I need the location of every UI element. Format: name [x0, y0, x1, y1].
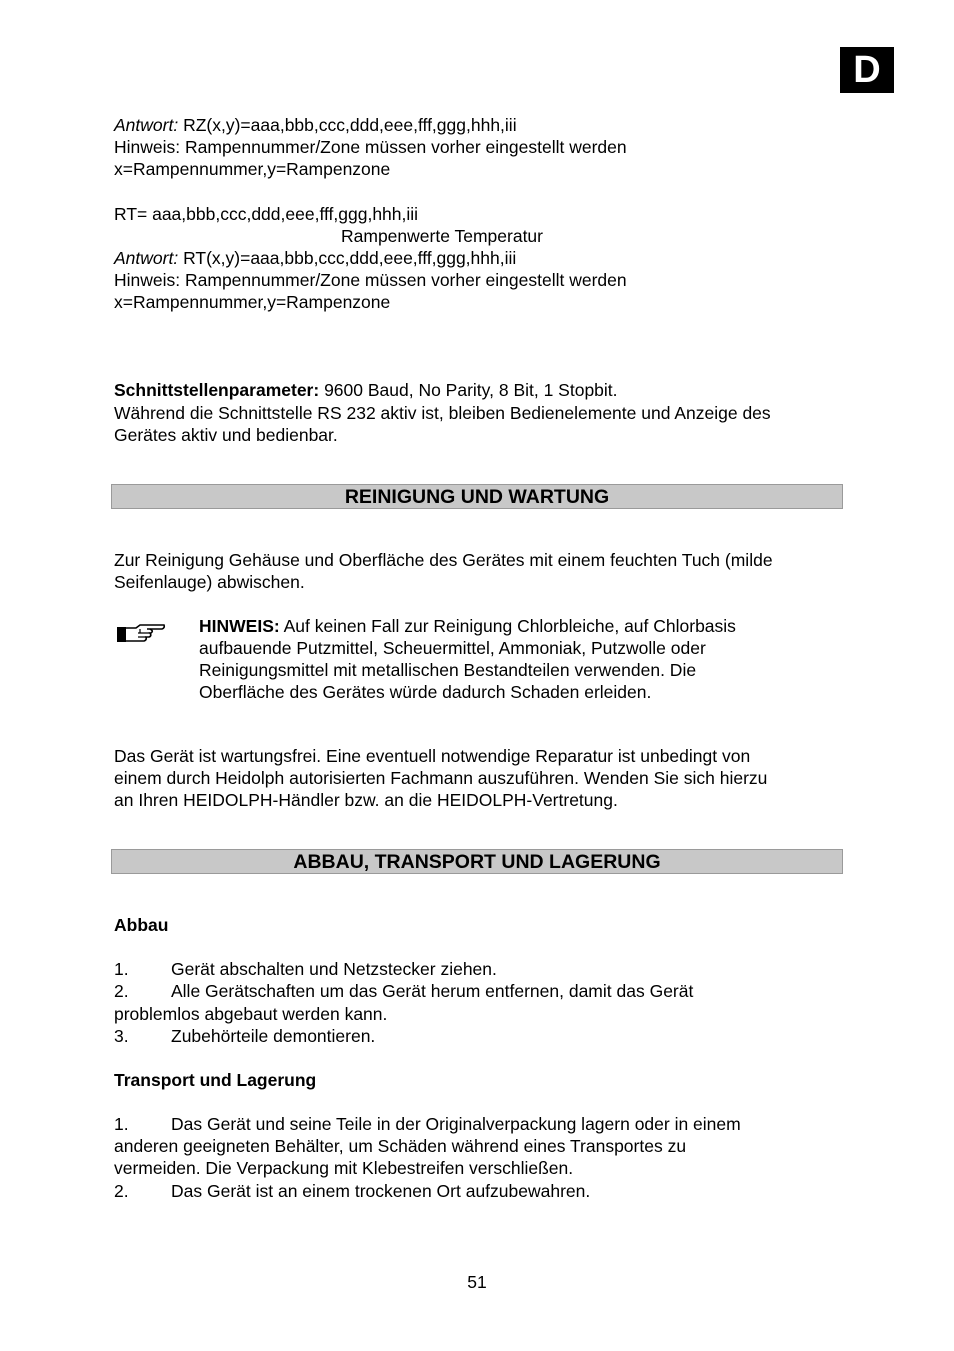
interface-params [114, 379, 618, 401]
maintenance-line: Das Gerät ist wartungsfrei. Eine eventuell notwendige Reparatur ist unbedingt von [114, 746, 751, 766]
hint-text: Auf keinen Fall zur Reinigung Chlorbleiche, auf Chlorbasis [279, 616, 736, 636]
cleaning-intro-line: Seifenlauge) abwischen. [114, 572, 305, 592]
hint-line: Reinigungsmittel mit metallischen Bestandteilen verwenden. Die [199, 660, 697, 680]
cleaning-heading: REINIGUNG UND WARTUNG [111, 484, 843, 509]
item-number: 2. [114, 1181, 129, 1201]
hint-first-line [199, 615, 736, 637]
abbau-item-cont: problemlos abgebaut werden kann. [114, 1004, 388, 1024]
item-number: 1. [114, 959, 129, 979]
pointing-hand-icon [116, 622, 166, 646]
hint-label: HINWEIS: [199, 616, 280, 636]
rz-answer [114, 114, 517, 136]
interface-label: Schnittstellenparameter: [114, 380, 320, 400]
abbau-item [114, 958, 497, 980]
lagerung-item-cont: vermeiden. Die Verpackung mit Klebestreifen verschließen. [114, 1158, 574, 1178]
interface-value: 9600 Baud, No Parity, 8 Bit, 1 Stopbit. [319, 380, 618, 400]
item-text: Das Gerät und seine Teile in der Originalverpackung lagern oder in einem [171, 1114, 741, 1134]
cleaning-intro-line: Zur Reinigung Gehäuse und Oberfläche des Gerätes mit einem feuchten Tuch (milde [114, 550, 773, 570]
rt-answer-value: RT(x,y)=aaa,bbb,ccc,ddd,eee,fff,ggg,hhh,iii [178, 248, 517, 268]
abbau-title: Abbau [114, 915, 169, 935]
rt-answer [114, 247, 516, 269]
lagerung-item-cont: anderen geeigneten Behälter, um Schäden während eines Transportes zu [114, 1136, 687, 1156]
lagerung-title: Transport und Lagerung [114, 1070, 317, 1090]
transport-heading: ABBAU, TRANSPORT UND LAGERUNG [111, 849, 843, 874]
lagerung-item [114, 1180, 590, 1202]
rt-xy: x=Rampennummer,y=Rampenzone [114, 292, 391, 312]
rt-answer-label: Antwort: [114, 248, 179, 268]
item-text: Das Gerät ist an einem trockenen Ort aufzubewahren. [171, 1181, 591, 1201]
abbau-item [114, 1025, 375, 1047]
rz-answer-label: Antwort: [114, 115, 179, 135]
lagerung-item [114, 1113, 741, 1135]
item-number: 3. [114, 1026, 129, 1046]
page-number: 51 [467, 1272, 487, 1292]
rt-command: RT= aaa,bbb,ccc,ddd,eee,fff,ggg,hhh,iii [114, 204, 419, 224]
item-text: Gerät abschalten und Netzstecker ziehen. [171, 959, 497, 979]
maintenance-line: einem durch Heidolph autorisierten Fachmann auszuführen. Wenden Sie sich hierzu [114, 768, 768, 788]
rz-answer-value: RZ(x,y)=aaa,bbb,ccc,ddd,eee,fff,ggg,hhh,iii [178, 115, 517, 135]
item-text: Zubehörteile demontieren. [171, 1026, 376, 1046]
language-badge: D [840, 47, 894, 93]
item-text: Alle Gerätschaften um das Gerät herum entfernen, damit das Gerät [171, 981, 694, 1001]
interface-line: Während die Schnittstelle RS 232 aktiv ist, bleiben Bedienelemente und Anzeige des [114, 403, 771, 423]
hint-line: Oberfläche des Gerätes würde dadurch Schaden erleiden. [199, 682, 652, 702]
rz-xy: x=Rampennummer,y=Rampenzone [114, 159, 391, 179]
rt-note: Hinweis: Rampennummer/Zone müssen vorher eingestellt werden [114, 270, 627, 290]
abbau-item [114, 980, 693, 1002]
hint-line: aufbauende Putzmittel, Scheuermittel, Ammoniak, Putzwolle oder [199, 638, 706, 658]
interface-line: Gerätes aktiv und bedienbar. [114, 425, 338, 445]
rz-note: Hinweis: Rampennummer/Zone müssen vorher eingestellt werden [114, 137, 627, 157]
rt-description: Rampenwerte Temperatur [341, 226, 543, 246]
item-number: 1. [114, 1114, 129, 1134]
maintenance-line: an Ihren HEIDOLPH-Händler bzw. an die HEIDOLPH-Vertretung. [114, 790, 618, 810]
item-number: 2. [114, 981, 129, 1001]
